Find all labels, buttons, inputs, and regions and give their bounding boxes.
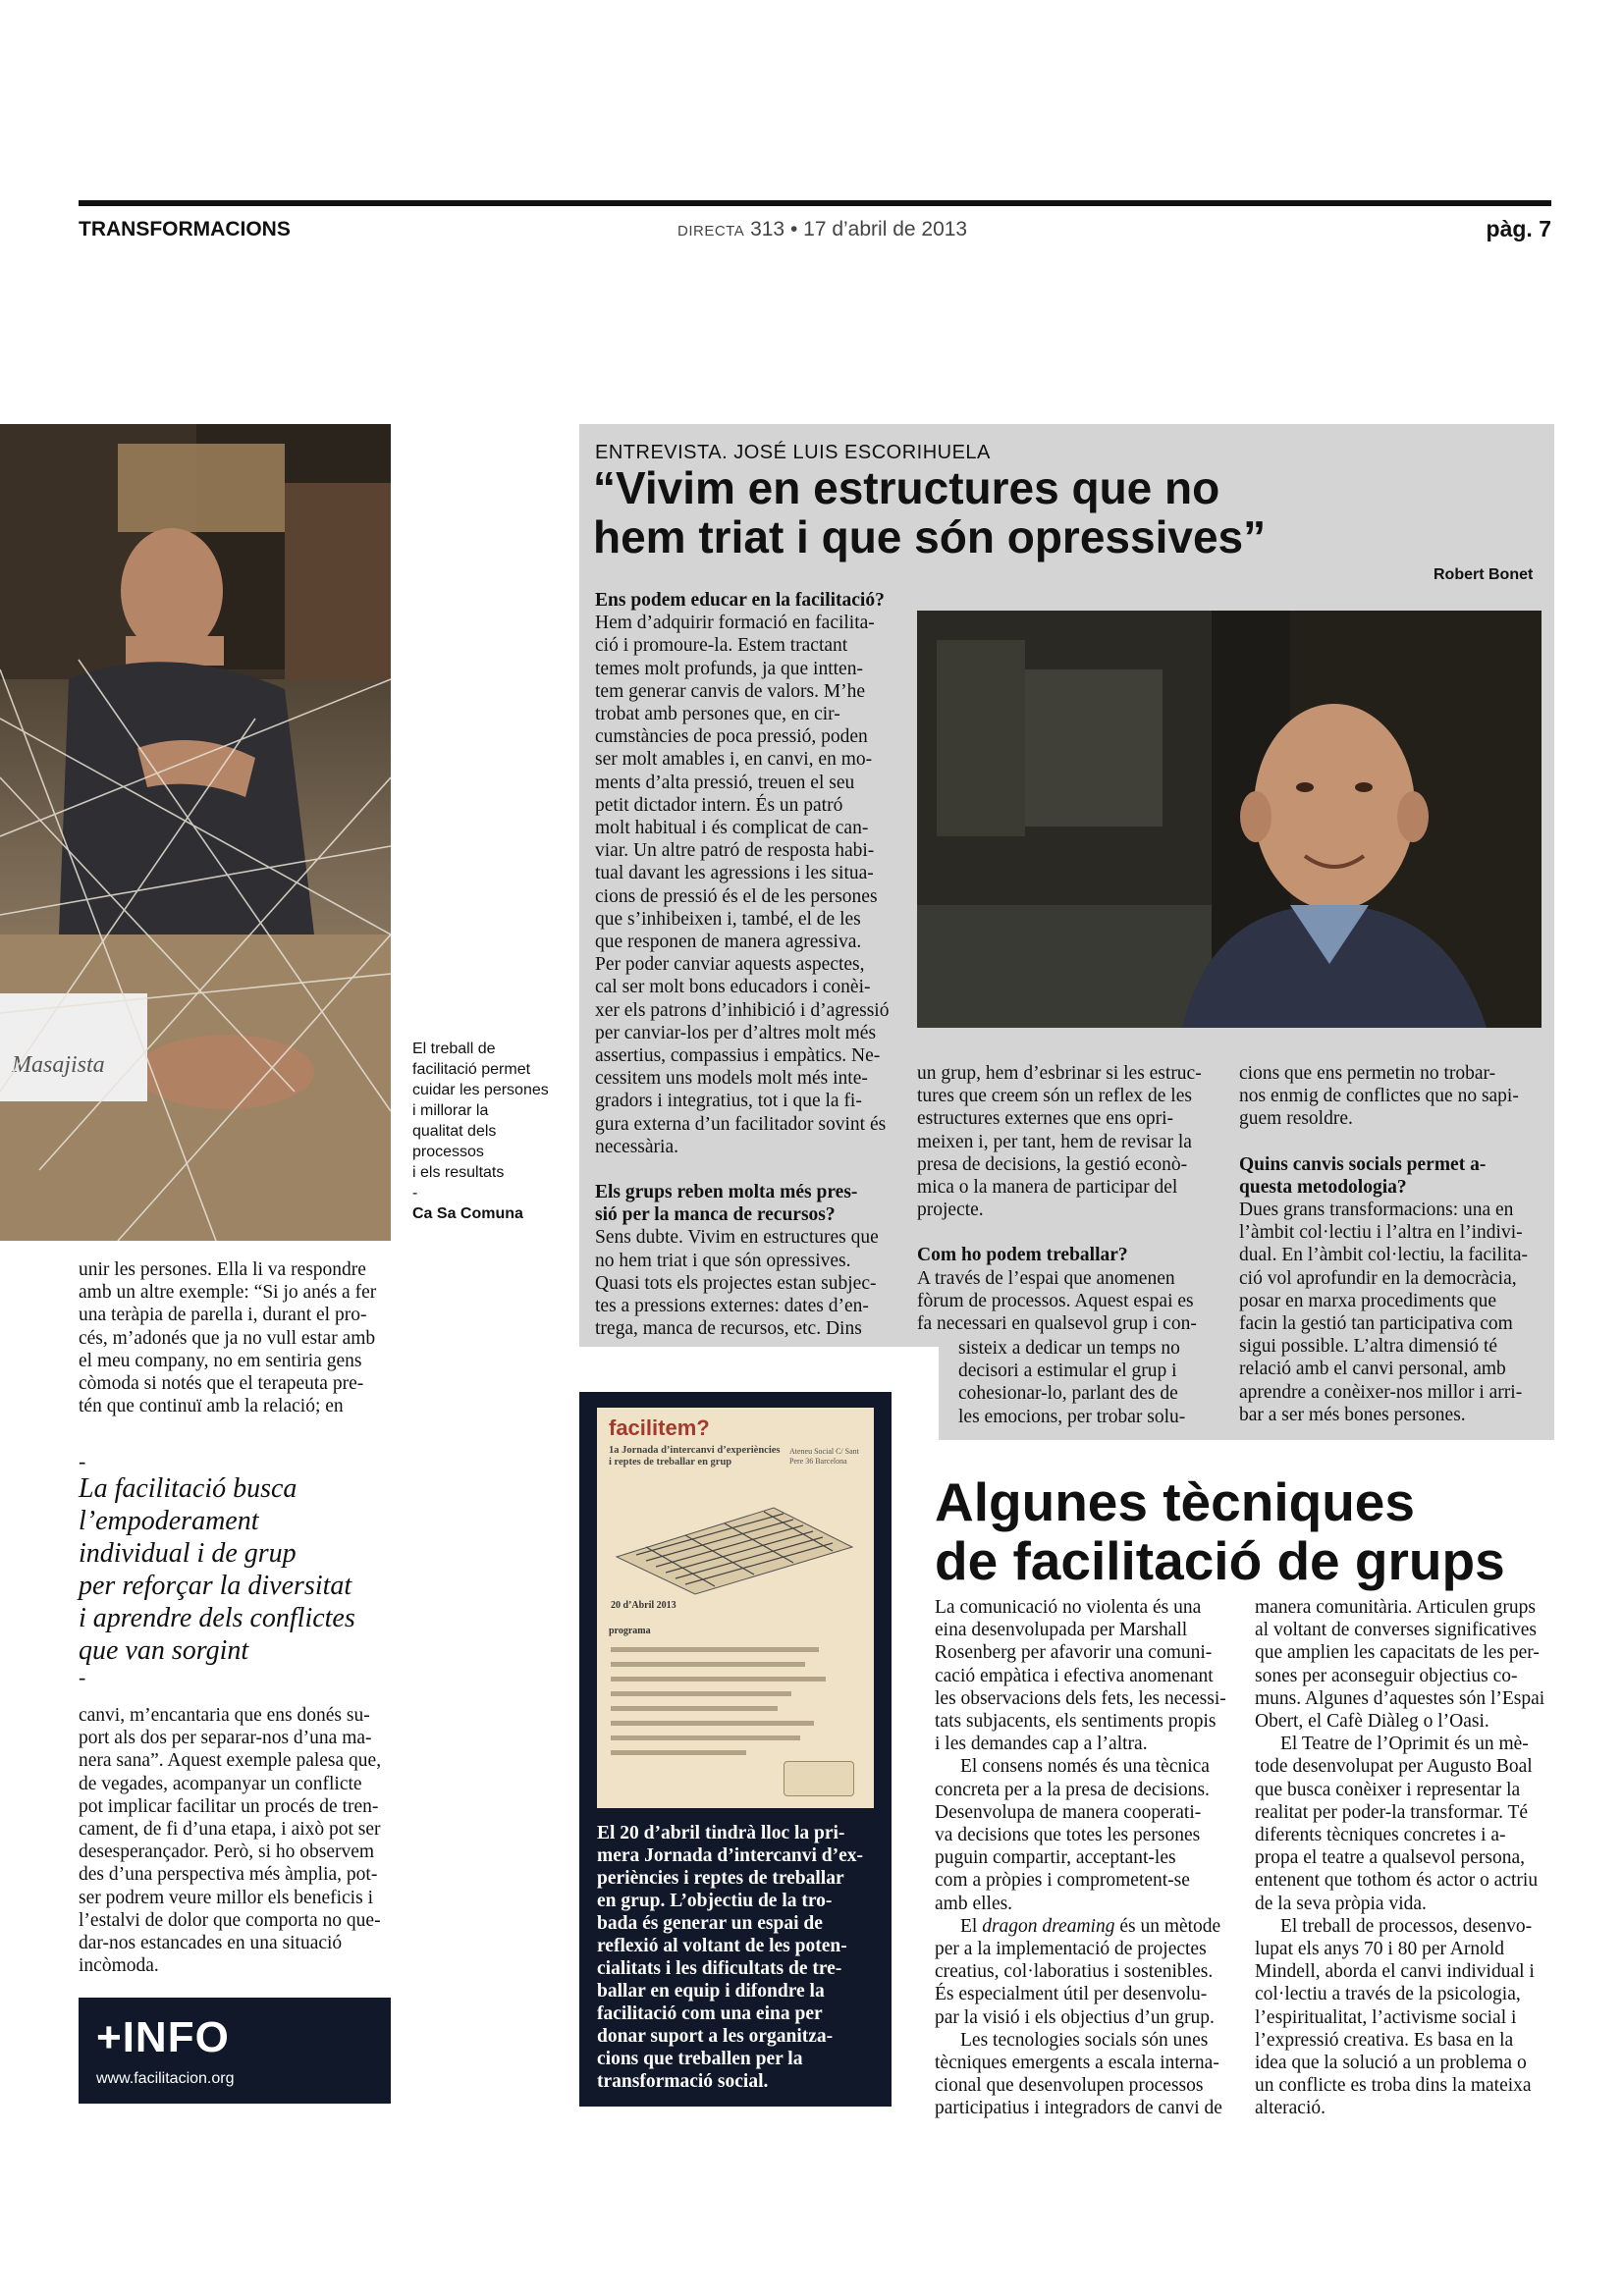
- info-title: +INFO: [96, 2013, 230, 2061]
- text-line: El treball de processos, desenvo-: [1280, 1915, 1533, 1937]
- text-line: cions de pressió és el de les persones: [595, 885, 878, 907]
- text-line: desesperançador. Però, si ho observem: [79, 1842, 375, 1863]
- portrait-photo: [917, 611, 1542, 1028]
- text-line: ser molt amables i, en canvi, en mo-: [595, 749, 873, 771]
- text-fragment: El: [960, 1915, 983, 1937]
- text-line: puguin compartir, acceptant-les: [935, 1847, 1176, 1869]
- question: Com ho podem treballar?: [917, 1245, 1128, 1266]
- text-line: còmoda si notés que el terapeuta pre-: [79, 1373, 364, 1395]
- text-line: Rosenberg per afavorir una comuni-: [935, 1642, 1213, 1664]
- text-line: Dues grans transformacions: una en: [1239, 1200, 1514, 1221]
- text-line: canvi, m’encantaria que ens donés su-: [79, 1705, 370, 1726]
- text-line: un conflicte es troba dins la mateixa: [1255, 2075, 1532, 2097]
- quote-text: [79, 1472, 393, 1667]
- text-line: idea que la solució a un problema o: [1255, 2053, 1527, 2074]
- issue-date: 313 • 17 d’abril de 2013: [750, 218, 968, 240]
- text-line: fa necessari en qualsevol grup i con-: [917, 1313, 1197, 1335]
- photo-caption: [412, 1039, 569, 1224]
- text-line: cessitem uns models molt més inte-: [595, 1068, 868, 1090]
- text-line: relació amb el canvi personal, amb: [1239, 1359, 1506, 1380]
- publication-name: DIRECTA: [677, 223, 745, 240]
- poster-address: Ateneu Social C/ Sant Pere 36 Barcelona: [789, 1447, 859, 1466]
- text-line: unir les persones. Ella li va respondre: [79, 1259, 366, 1280]
- page-header: [79, 214, 1551, 247]
- text-line: La comunicació no violenta és una: [935, 1597, 1202, 1618]
- text-line: de vegades, acompanyar un conflicte: [79, 1773, 362, 1794]
- text-line: transformació social.: [597, 2071, 769, 2092]
- poster-program-label: programa: [609, 1626, 651, 1636]
- text-line: aprendre a conèixer-nos millor i arri-: [1239, 1381, 1523, 1403]
- program-line: [611, 1677, 826, 1682]
- paragraph-gap: [595, 1158, 897, 1181]
- text-line: Hem d’adquirir formació en facilita-: [595, 613, 875, 634]
- issue-info: [677, 218, 967, 241]
- left-article-top: [79, 1258, 391, 1417]
- text-line: l’espiritualitat, l’activisme social i: [1255, 2006, 1517, 2028]
- text-line: gradors i integratius, tot i que la fi-: [595, 1091, 862, 1112]
- text-line: alteració.: [1255, 2098, 1325, 2119]
- text-line: i les demandes cap a l’altra.: [935, 1734, 1148, 1755]
- text-line: cions que treballen per la: [597, 2049, 803, 2069]
- text-line: cació empàtica i efectiva anomenant: [935, 1665, 1214, 1686]
- event-poster: [597, 1408, 874, 1808]
- text-line: assertius, compassius i empàtics. Ne-: [595, 1045, 881, 1067]
- text-line: par la visió i els objectius d’un grup.: [935, 2006, 1215, 2028]
- text-line: que s’inhibeixen i, també, el de les: [595, 908, 861, 930]
- poster-title: facilitem?: [609, 1415, 710, 1440]
- text-line: A través de l’espai que anomenen: [917, 1267, 1175, 1289]
- question: Quins canvis socials permet a-: [1239, 1153, 1487, 1175]
- text-line: cialitats i les dificultats de tre-: [597, 1958, 842, 1979]
- program-line: [611, 1750, 746, 1755]
- poster-illustration: [607, 1488, 864, 1596]
- quote-line: per reforçar la diversitat: [79, 1571, 352, 1601]
- section-title: TRANSFORMACIONS: [79, 218, 291, 240]
- text-line: dual. En l’àmbit col·lectiu, la facilita-: [1239, 1245, 1529, 1266]
- text-line: incòmoda.: [79, 1955, 159, 1977]
- text-line: xer els patrons d’inhibició i d’agressió: [595, 999, 890, 1021]
- text-line: muns. Algunes d’aquestes són l’Espai: [1255, 1687, 1545, 1709]
- quote-dash: -: [79, 1449, 86, 1473]
- text-line: presa de decisions, la gestió econò-: [917, 1153, 1188, 1175]
- text-line: tats subjacents, els sentiments propis: [935, 1711, 1217, 1733]
- text-line: Per poder canviar aquests aspectes,: [595, 954, 865, 976]
- quote-line: que van sorgint: [79, 1635, 249, 1666]
- text-line: amb un altre exemple: “Si jo anés a fer: [79, 1282, 377, 1304]
- text-line: tem generar canvis de valors. M’he: [595, 680, 866, 702]
- text-line: l’àmbit col·lectiu i l’altra en l’indivi-: [1239, 1222, 1523, 1244]
- text-line: al voltant de converses significatives: [1255, 1620, 1537, 1641]
- text-line: cumstàncies de poca pressió, poden: [595, 726, 868, 748]
- program-line: [611, 1721, 814, 1726]
- photo-credit: Robert Bonet: [1434, 566, 1534, 583]
- text-line: ser podrem veure millor els beneficis i: [79, 1887, 373, 1908]
- text-line: facin la gestió tan participativa com: [1239, 1313, 1513, 1335]
- text-line: per canviar-los per d’altres molt més: [595, 1022, 877, 1043]
- text-line: necessària.: [595, 1136, 678, 1157]
- text-line: participatius i integradors de canvi de: [935, 2098, 1222, 2119]
- interview-column-2-wrap: [958, 1337, 1219, 1428]
- text-line: pot implicar facilitar un procés de tren-: [79, 1795, 379, 1817]
- pull-quote: [79, 1451, 393, 1688]
- text-line: És especialment útil per desenvolu-: [935, 1984, 1208, 2005]
- question: questa metodologia?: [1239, 1176, 1407, 1198]
- text-line: nos enmig de conflictes que no sapi-: [1239, 1086, 1519, 1107]
- text-line: decisori a estimular el grup i: [958, 1361, 1177, 1382]
- text-line: facilitació com una eina per: [597, 2003, 823, 2024]
- caption-line: El treball de: [412, 1041, 496, 1057]
- text-line: donar suport a les organitza-: [597, 2026, 834, 2047]
- text-line: Quasi tots els projectes estan subjec-: [595, 1272, 877, 1294]
- text-line: ballar en equip i difondre la: [597, 1981, 825, 2002]
- text-line: posar en marxa procediments que: [1239, 1290, 1497, 1311]
- headline-line: “Vivim en estructures que no: [593, 462, 1220, 513]
- text-line: eina desenvolupada per Marshall: [935, 1620, 1188, 1641]
- text-line: dar-nos estancades en una situació: [79, 1933, 343, 1954]
- headline-line: hem triat i que són opressives”: [593, 511, 1267, 562]
- left-article-bottom: [79, 1704, 391, 1977]
- text-line: periències i reptes de treballar: [597, 1868, 844, 1889]
- text-line: trega, manca de recursos, etc. Dins: [595, 1318, 862, 1340]
- text-line: que amplien les capacitats de les per-: [1255, 1642, 1540, 1664]
- quote-line: i aprendre dels conflictes: [79, 1603, 355, 1633]
- caption-dash: -: [412, 1185, 418, 1201]
- program-line: [611, 1662, 805, 1667]
- poster-subtitle: 1a Jornada d’intercanvi d’experiències i reptes de treballar en grup: [609, 1445, 781, 1468]
- text-line: diferents tècniques concretes i a-: [1255, 1825, 1506, 1846]
- text-line: sones per aconseguir objectius co-: [1255, 1665, 1518, 1686]
- text-line: per a la implementació de projectes: [935, 1939, 1207, 1960]
- text-line: port als dos per separar-nos d’una ma-: [79, 1728, 372, 1749]
- photo-credit-left: Ca Sa Comuna: [412, 1205, 523, 1222]
- text-line: l’estalvi de dolor que comporta no que-: [79, 1909, 381, 1931]
- text-line: tode desenvolupat per Augusto Boal: [1255, 1756, 1533, 1778]
- text-line: propa el teatre a qualsevol persona,: [1255, 1847, 1526, 1869]
- text-line: Sens dubte. Vivim en estructures que: [595, 1227, 879, 1249]
- text-line: un grup, hem d’esbrinar si les estruc-: [917, 1063, 1202, 1084]
- text-line: tes a pressions externes: dates d’en-: [595, 1296, 869, 1317]
- text-line: molt habitual i és complicat de can-: [595, 818, 869, 839]
- text-line: reflexió al voltant de les poten-: [597, 1936, 847, 1956]
- techniques-headline: [935, 1472, 1563, 1590]
- text-line: col·lectiu a través de la psicologia,: [1255, 1984, 1521, 2005]
- poster-program-lines: [611, 1647, 837, 1765]
- text-line: ció i promoure-la. Estem tractant: [595, 635, 848, 657]
- text-line: cament, de fi d’una etapa, i això pot ser: [79, 1819, 381, 1841]
- header-rule: [79, 200, 1551, 206]
- text-line: sigui possible. L’altra dimensió té: [1239, 1336, 1498, 1358]
- caption-line: i els resultats: [412, 1164, 505, 1181]
- text-line: ció vol aprofundir en la democràcia,: [1239, 1267, 1517, 1289]
- text-line: el meu company, no em sentiria gens: [79, 1350, 362, 1371]
- text-line: com a pròpies i comprometent-se: [935, 1870, 1190, 1892]
- text-line: va decisions que totes les persones: [935, 1825, 1201, 1846]
- text-line: les emocions, per trobar solu-: [958, 1406, 1186, 1427]
- text-fragment: és un mètode: [1114, 1915, 1221, 1937]
- text-line: Les tecnologies socials són unes: [960, 2029, 1209, 2051]
- techniques-column-1: [935, 1596, 1235, 2120]
- program-line: [611, 1706, 778, 1711]
- text-line: realitat per poder-la transformar. Té: [1255, 1801, 1529, 1823]
- text-line: cions que ens permetin no trobar-: [1239, 1063, 1496, 1084]
- text-line: bar a ser més bones persones.: [1239, 1404, 1466, 1425]
- text-line: ments d’alta pressió, treuen el seu: [595, 772, 855, 793]
- text-line: bada és generar un espai de: [597, 1913, 823, 1934]
- text-line: guem resoldre.: [1239, 1108, 1353, 1130]
- program-line: [611, 1735, 800, 1740]
- quote-line: l’empoderament: [79, 1506, 259, 1536]
- text-line: El 20 d’abril tindrà lloc la pri-: [597, 1823, 845, 1843]
- text-line: mica o la manera de participar del: [917, 1177, 1178, 1199]
- text-line: tècniques emergents a escala interna-: [935, 2053, 1219, 2074]
- caption-line: i millorar la: [412, 1102, 489, 1119]
- text-line: que responen de manera agressiva.: [595, 932, 862, 953]
- text-line: entenent que tothom és actor o actriu: [1255, 1870, 1539, 1892]
- interview-column-2: [917, 1062, 1219, 1335]
- text-line: creatius, col·laboratius i sostenibles.: [935, 1961, 1214, 1983]
- text-line: des d’una perspectiva més àmplia, pot-: [79, 1864, 378, 1886]
- text-line: meixen i, per tant, hem de revisar la: [917, 1131, 1192, 1152]
- program-line: [611, 1647, 819, 1652]
- text-line: El consens només és una tècnica: [960, 1756, 1210, 1778]
- interview-column-1: [595, 589, 897, 1341]
- text-line: cional que desenvolupen processos: [935, 2075, 1204, 2097]
- info-box: [79, 1998, 391, 2104]
- emphasis-text: dragon dreaming: [982, 1915, 1115, 1937]
- interview-headline: [593, 463, 1477, 561]
- text-line: fòrum de processos. Aquest espai es: [917, 1290, 1194, 1311]
- text-line: estructures externes que ens opri-: [917, 1108, 1173, 1130]
- poster-date: 20 d’Abril 2013: [611, 1600, 676, 1611]
- info-link[interactable]: www.facilitacion.org: [96, 2070, 235, 2087]
- text-line: cohesionar-lo, parlant des de: [958, 1383, 1178, 1405]
- quote-dash: -: [79, 1665, 86, 1689]
- techniques-column-2: [1255, 1596, 1555, 2120]
- quote-line: individual i de grup: [79, 1538, 297, 1569]
- program-line: [611, 1691, 791, 1696]
- text-line: tual davant les agressions i les situa-: [595, 863, 874, 884]
- text-line: nera sana”. Aquest exemple palesa que,: [79, 1750, 382, 1772]
- caption-line: facilitació permet: [412, 1061, 531, 1078]
- text-line: tures que creem són un reflex de les: [917, 1086, 1192, 1107]
- text-line: tén que continuï amb la relació; en: [79, 1396, 344, 1417]
- text-line: una teràpia de parella i, durant el pro-: [79, 1305, 367, 1326]
- workshop-photo: [0, 424, 391, 1241]
- interview-column-3: [1239, 1062, 1542, 1426]
- text-line: en grup. L’objectiu de la tro-: [597, 1891, 833, 1911]
- text-line: temes molt profunds, ja que intten-: [595, 658, 863, 679]
- text-line: Mindell, aborda el canvi individual i: [1255, 1961, 1535, 1983]
- text-line: amb elles.: [935, 1893, 1013, 1914]
- text-line: El Teatre de l’Oprimit és un mè-: [1280, 1734, 1529, 1755]
- text-line: cés, m’adonés que ja no vull estar amb: [79, 1327, 376, 1349]
- text-line: gura externa d’un facilitador sovint és: [595, 1113, 887, 1135]
- caption-line: qualitat dels: [412, 1123, 497, 1140]
- text-line: projecte.: [917, 1200, 984, 1221]
- poster-logo: [784, 1761, 854, 1796]
- text-line: Desenvolupa de manera cooperati-: [935, 1801, 1202, 1823]
- text-line: [935, 1915, 1235, 1938]
- text-line: que busca conèixer i representar la: [1255, 1779, 1521, 1800]
- paragraph-gap: [917, 1221, 1219, 1244]
- page-number: pàg. 7: [1486, 216, 1551, 241]
- text-line: concreta per a la presa de decisions.: [935, 1779, 1210, 1800]
- interview-kicker: ENTREVISTA. JOSÉ LUIS ESCORIHUELA: [595, 442, 991, 463]
- paragraph-gap: [1239, 1131, 1542, 1153]
- headline-line: Algunes tècniques: [935, 1471, 1415, 1532]
- masajista-sign: Masajista: [12, 1052, 105, 1078]
- headline-line: de facilitació de grups: [935, 1530, 1505, 1591]
- text-line: Obert, el Cafè Diàleg o l’Oasi.: [1255, 1711, 1489, 1733]
- text-line: sisteix a dedicar un temps no: [958, 1338, 1180, 1359]
- text-line: lupat els anys 70 i 80 per Arnold: [1255, 1939, 1505, 1960]
- text-line: manera comunitària. Articulen grups: [1255, 1597, 1536, 1618]
- text-line: l’expressió creativa. Es basa en la: [1255, 2029, 1514, 2051]
- event-caption: [597, 1822, 876, 2093]
- text-line: cal ser molt bons educadors i conèi-: [595, 977, 871, 998]
- text-line: mera Jornada d’intercanvi d’ex-: [597, 1845, 863, 1866]
- text-line: les observacions dels fets, les necessi-: [935, 1687, 1226, 1709]
- caption-line: processos: [412, 1144, 484, 1160]
- text-line: no hem triat i que són opressives.: [595, 1250, 851, 1271]
- caption-line: cuidar les persones: [412, 1082, 549, 1098]
- text-line: trobat amb persones que, en cir-: [595, 704, 840, 725]
- question: Els grups reben molta més pres-: [595, 1182, 858, 1203]
- quote-line: La facilitació busca: [79, 1473, 298, 1504]
- text-line: petit dictador intern. És un patró: [595, 794, 843, 816]
- text-line: viar. Un altre patró de resposta habi-: [595, 840, 875, 862]
- question: Ens podem educar en la facilitació?: [595, 590, 885, 611]
- text-line: de la seva pròpia vida.: [1255, 1893, 1427, 1914]
- question: sió per la manca de recursos?: [595, 1204, 836, 1226]
